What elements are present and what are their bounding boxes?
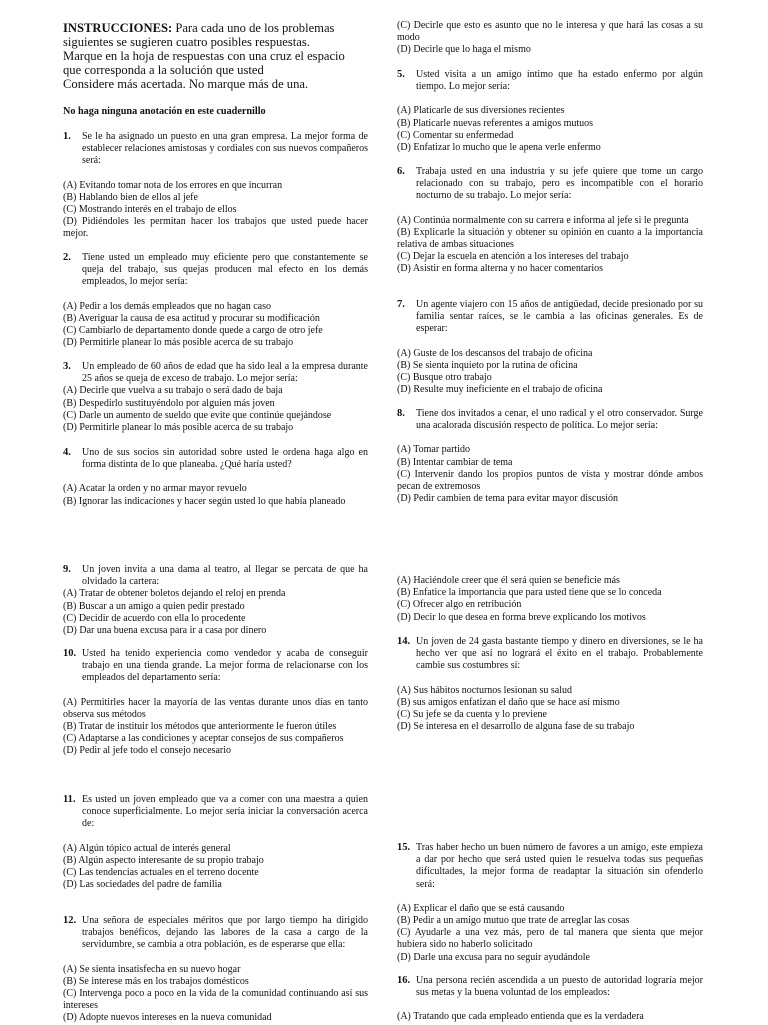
question-text: Usted ha tenido experiencia como vendedor y acaba de conseguir trabajo en una tienda grande. La mejor forma de relacionarse con los empleados del departamento sería:: [82, 648, 368, 684]
question-stem: [63, 252, 368, 289]
question-text: Un joven de 24 gasta bastante tiempo y dinero en diversiones, se le ha hecho ver que así no logrará el éxito en el trabajo. Probablemente cambie sus costumbres sí:: [416, 636, 703, 672]
answer-option: (A) Se sienta insatisfecha en su nuevo hogar: [63, 963, 241, 975]
question-12: [63, 915, 368, 1025]
question-16: [397, 975, 703, 1024]
question-stem: [63, 915, 368, 952]
answer-option: (B) Buscar a un amigo a quien pedir prestado: [63, 600, 245, 612]
answer-option: (A) Continúa normalmente con su carrera e informa al jefe si le pregunta: [397, 214, 689, 226]
no-annotation-warning: No haga ninguna anotación en este cuadernillo: [63, 106, 266, 117]
question-15: [397, 842, 703, 964]
answer-option: (A) Pedir a los demás empleados que no hagan caso: [63, 300, 271, 312]
question-number: 5.: [397, 69, 405, 80]
answer-option: (D) Darle una excusa para no seguir ayudándole: [397, 951, 590, 963]
answer-option: (C) Cambiarlo de departamento donde quede a cargo de otro jefe: [63, 325, 323, 337]
answer-option: (A) Explicar el daño que se está causando: [397, 902, 565, 914]
question-7: [397, 299, 703, 396]
answer-option: (A) Evitando tomar nota de los errores en que incurran: [63, 179, 283, 191]
answer-option: (B) Explicarle la situación y obtener su opinión en cuanto a la importancia relativa de ambas situaciones: [397, 226, 703, 251]
instructions-label: INSTRUCCIONES:: [63, 21, 173, 35]
answer-option: (B) Hablando bien de ellos al jefe: [63, 191, 198, 203]
answer-option: (D) Resulte muy ineficiente en el trabajo de oficina: [397, 384, 603, 396]
instructions-line: Considere más acertada. No marque más de una.: [63, 77, 309, 91]
question-3: [63, 361, 368, 434]
question-8: [397, 408, 703, 505]
question-9: [63, 564, 368, 637]
question-number: 7.: [397, 299, 405, 310]
question-stem: [63, 361, 368, 385]
question-number: 16.: [397, 975, 411, 986]
question-number: 14.: [397, 636, 411, 647]
question-number: 12.: [63, 915, 77, 926]
answer-option: (A) Acatar la orden y no armar mayor revuelo: [63, 483, 247, 495]
answer-option: (B) Tratar de instituir los métodos que anteriormente le fueron útiles: [63, 721, 337, 733]
answer-option: (A) Tomar partido: [397, 444, 470, 456]
answer-option: (C) Adaptarse a las condiciones y aceptar consejos de sus compañeros: [63, 733, 344, 745]
answer-option: (C) Decidir de acuerdo con ella lo procedente: [63, 612, 246, 624]
answer-option: (C) Comentar su enfermedad: [397, 129, 514, 141]
answer-option: (C) Intervenir dando los propios puntos de vista y mostrar dónde ambos pecan de extremosos: [397, 468, 703, 493]
answer-option: (C) Busque otro trabajo: [397, 372, 492, 384]
question-11: [63, 794, 368, 891]
question-number: 3.: [63, 361, 71, 372]
question-stem: [397, 842, 703, 891]
question-2: [63, 252, 368, 349]
answer-option: (A) Tratar de obtener boletos dejando el reloj en prenda: [63, 588, 286, 600]
question-text: Uno de sus socios sin autoridad sobre usted le ordena haga algo en forma distinta de lo que planeaba. ¿Qué haría usted?: [82, 447, 368, 471]
question-number: 6.: [397, 166, 405, 177]
question-5: [397, 69, 703, 154]
answer-option: (B) Se sienta inquieto por la rutina de oficina: [397, 359, 578, 371]
question-stem: [397, 408, 703, 432]
question-text: Trabaja usted en una industria y su jefe quiere que tome un cargo relacionado con su trabajo, pero es incompatible con el horario nocturno de su trabajo. Lo mejor sería:: [416, 166, 703, 202]
instructions-line: que corresponda a la solución que usted: [63, 63, 264, 77]
question-6: [397, 166, 703, 276]
answer-option: (D) Asistir en forma alterna y no hacer comentarios: [397, 263, 604, 275]
question-text: Tiene dos invitados a cenar, el uno radical y el otro conservador. Surge una acalorada discusión respecto de política. Lo mejor sería:: [416, 408, 703, 432]
question-stem: [63, 648, 368, 685]
answer-option: (D) Pedir al jefe todo el consejo necesario: [63, 745, 231, 757]
answer-option: (C) Decirle que esto es asunto que no le interesa y que hará las cosas a su modo: [397, 20, 703, 44]
answer-option: (A) Tratando que cada empleado entienda que es la verdadera: [397, 1011, 644, 1023]
answer-option: (D) Enfatizar lo mucho que le apena verle enfermo: [397, 142, 601, 154]
question-stem: [397, 636, 703, 673]
answer-option: (C) Ofrecer algo en retribución: [397, 599, 522, 611]
answer-option: (D) Pedir cambien de tema para evitar mayor discusión: [397, 493, 619, 505]
answer-option: (C) Darle un aumento de sueldo que evite que continúe quejándose: [63, 409, 332, 421]
question-number: 4.: [63, 447, 71, 458]
answer-option: (B) Enfatice la importancia que para usted tiene que se lo conceda: [397, 587, 662, 599]
question-4: [63, 447, 368, 508]
answer-option: (C) Dejar la escuela en atención a los intereses del trabajo: [397, 251, 629, 263]
question-number: 9.: [63, 564, 71, 575]
answer-option: (B) Ignorar las indicaciones y hacer según usted lo que había planeado: [63, 495, 346, 507]
question-number: 11.: [63, 794, 76, 805]
question-number: 2.: [63, 252, 71, 263]
question-14: [397, 636, 703, 733]
question-13-options: [397, 575, 703, 624]
answer-option: (D) Decir lo que desea en forma breve explicando los motivos: [397, 611, 646, 623]
question-1: [63, 131, 368, 241]
question-number: 10.: [63, 648, 77, 659]
question-text: Se le ha asignado un puesto en una gran empresa. La mejor forma de establecer relaciones amistosas y cordiales con sus nuevos compañeros será:: [82, 131, 368, 167]
answer-option: (B) Intentar cambiar de tema: [397, 456, 513, 468]
answer-option: (B) Pedir a un amigo mutuo que trate de arreglar las cosas: [397, 915, 630, 927]
answer-option: (D) Adopte nuevos intereses en la nueva comunidad: [63, 1012, 272, 1024]
question-text: Un joven invita a una dama al teatro, al llegar se percata de que ha olvidado la cartera:: [82, 564, 368, 588]
instructions-line: Para cada uno de los problemas: [175, 21, 335, 35]
question-stem: [63, 447, 368, 471]
question-10: [63, 648, 368, 758]
question-number: 1.: [63, 131, 71, 142]
instructions-line: Marque en la hoja de respuestas con una cruz el espacio: [63, 49, 345, 63]
question-text: Una señora de especiales méritos que por largo tiempo ha dirigido trabajos benéficos, dejando las labores de la casa a cargo de la servidumbre, se cambia a otra población, es de esperarse que ella:: [82, 915, 368, 951]
answer-option: (C) Mostrando interés en el trabajo de ellos: [63, 204, 237, 216]
question-text: Es usted un joven empleado que va a comer con una maestra a quien conoce superficialmente. Lo mejor sería iniciar la conversación acerca de:: [82, 794, 368, 830]
answer-option: (B) Platicarle nuevas referentes a amigos mutuos: [397, 117, 594, 129]
answer-option: (D) Permitirle planear lo más posible acerca de su trabajo: [63, 337, 294, 349]
answer-option: (A) Permitirles hacer la mayoría de las ventas durante unos días en tanto observa sus métodos: [63, 696, 368, 720]
question-4-continued: [397, 20, 703, 57]
question-number: 15.: [397, 842, 411, 853]
question-stem: [397, 299, 703, 336]
instructions-text: [63, 21, 368, 91]
question-stem: [397, 975, 703, 999]
answer-option: (D) Dar una buena excusa para ir a casa por dinero: [63, 625, 267, 637]
question-stem: [63, 131, 368, 168]
question-stem: [63, 564, 368, 588]
answer-option: (D) Las sociedades del padre de familia: [63, 879, 222, 891]
question-stem: [397, 69, 703, 93]
answer-option: (C) Su jefe se da cuenta y lo previene: [397, 709, 547, 721]
answer-option: (D) Se interesa en el desarrollo de alguna fase de su trabajo: [397, 721, 635, 733]
answer-option: (A) Algún tópico actual de interés general: [63, 842, 231, 854]
instructions-line: siguientes se sugieren cuatro posibles respuestas.: [63, 35, 310, 49]
answer-option: (C) Intervenga poco a poco en la vida de la comunidad continuando así sus intereses: [63, 988, 368, 1012]
question-text: Una persona recién ascendida a un puesto de autoridad lograría mejor sus metas y la buena voluntad de los empleados:: [416, 975, 703, 999]
answer-option: (B) Se interese más en los trabajos domésticos: [63, 975, 249, 987]
answer-option: (C) Ayudarle a una vez más, pero de tal manera que sienta que mejor hubiera sido no haberlo solicitado: [397, 927, 703, 951]
answer-option: (B) sus amigos enfatizan el daño que se hace así mismo: [397, 696, 620, 708]
answer-option: (A) Sus hábitos nocturnos lesionan su salud: [397, 684, 572, 696]
question-text: Un agente viajero con 15 años de antigüedad, decide presionado por su familia sentar raíces, se le cambia a las oficinas generales. Es de esperar:: [416, 299, 703, 335]
answer-option: (A) Decirle que vuelva a su trabajo o será dado de baja: [63, 385, 283, 397]
question-text: Un empleado de 60 años de edad que ha sido leal a la empresa durante 25 años se queja de exceso de trabajo. Lo mejor sería:: [82, 361, 368, 385]
answer-option: (B) Algún aspecto interesante de su propio trabajo: [63, 854, 264, 866]
question-number: 8.: [397, 408, 405, 419]
answer-option: (A) Platicarle de sus diversiones recientes: [397, 105, 565, 117]
answer-option: (B) Averiguar la causa de esa actitud y procurar su modificación: [63, 312, 320, 324]
answer-option: (C) Las tendencias actuales en el terreno docente: [63, 867, 259, 879]
question-text: Tiene usted un empleado muy eficiente pero que constantemente se queja del trabajo, sus quejas producen mal efecto en los demás empleados, lo mejor sería:: [82, 252, 368, 288]
answer-option: (D) Permitirle planear lo más posible acerca de su trabajo: [63, 422, 294, 434]
question-stem: [397, 166, 703, 203]
answer-option: (B) Despedirlo sustituyéndolo por alguien más joven: [63, 397, 275, 409]
answer-option: (D) Pidiéndoles les permitan hacer los trabajos que usted puede hacer mejor.: [63, 216, 368, 240]
question-text: Usted visita a un amigo íntimo que ha estado enfermo por algún tiempo. Lo mejor sería:: [416, 69, 703, 93]
instructions: [63, 21, 368, 91]
question-text: Tras haber hecho un buen número de favores a un amigo, este empieza a dar por hecho que será usted quien le resuelva todas sus pequeñas dificultades, la mejor forma de readaptar la situación sin ofenderlo será:: [416, 842, 703, 890]
question-stem: [63, 794, 368, 831]
answer-option: (A) Haciéndole creer que él será quien se beneficie más: [397, 575, 620, 586]
answer-option: (D) Decirle que lo haga el mismo: [397, 44, 531, 56]
answer-option: (A) Guste de los descansos del trabajo de oficina: [397, 347, 593, 359]
